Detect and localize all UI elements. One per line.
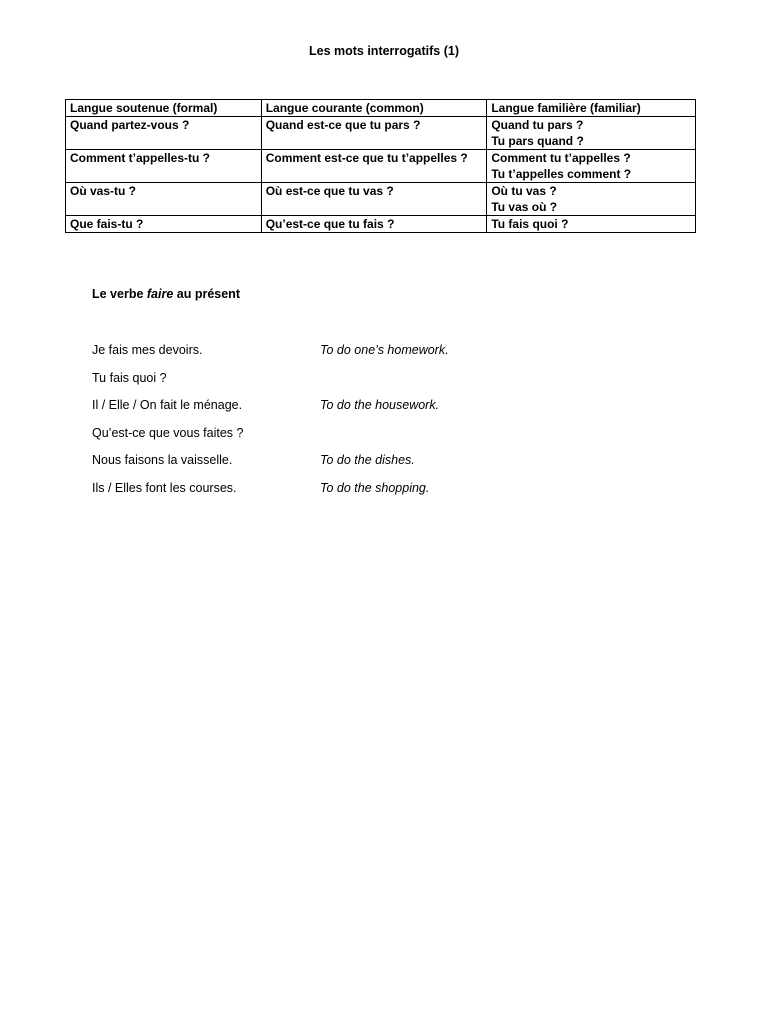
verb-sentence-french: Il / Elle / On fait le ménage. — [92, 398, 243, 412]
verb-translation-english: To do the dishes. — [320, 453, 415, 467]
cell-formal: Comment t’appelles-tu ? — [66, 150, 262, 183]
verb-sentence-french: Tu fais quoi ? — [92, 371, 167, 385]
cell-common: Qu’est-ce que tu fais ? — [261, 216, 487, 233]
table-row — [66, 150, 696, 183]
page-title: Les mots interrogatifs (1) — [308, 44, 460, 58]
heading-prefix: Le verbe — [92, 287, 147, 301]
table-row — [66, 117, 696, 150]
verb-sentence-french: Nous faisons la vaisselle. — [92, 453, 233, 467]
table-row — [66, 183, 696, 216]
familiar-line: Quand tu pars ? — [491, 118, 584, 132]
familiar-line: Tu fais quoi ? — [491, 217, 569, 231]
header-familiar: Langue familière (familiar) — [487, 100, 696, 117]
familiar-line: Où tu vas ? — [491, 184, 557, 198]
table-header-row — [66, 100, 696, 117]
cell-common: Où est-ce que tu vas ? — [261, 183, 487, 216]
cell-formal: Quand partez-vous ? — [66, 117, 262, 150]
cell-formal: Où vas-tu ? — [66, 183, 262, 216]
familiar-line: Tu t’appelles comment ? — [491, 167, 632, 181]
verb-translation-english: To do one’s homework. — [320, 343, 449, 357]
table-row — [66, 216, 696, 233]
cell-common: Quand est-ce que tu pars ? — [261, 117, 487, 150]
familiar-line: Tu pars quand ? — [491, 134, 584, 148]
cell-familiar — [487, 183, 696, 216]
cell-formal: Que fais-tu ? — [66, 216, 262, 233]
cell-familiar — [487, 117, 696, 150]
verb-sentence-french: Je fais mes devoirs. — [92, 343, 203, 357]
header-formal: Langue soutenue (formal) — [66, 100, 262, 117]
cell-common: Comment est-ce que tu t’appelles ? — [261, 150, 487, 183]
cell-familiar — [487, 150, 696, 183]
verb-sentence-french: Ils / Elles font les courses. — [92, 481, 237, 495]
cell-familiar — [487, 216, 696, 233]
verb-translation-english: To do the housework. — [320, 398, 440, 412]
verb-sentence-french: Qu’est-ce que vous faites ? — [92, 426, 244, 440]
verb-translation-english: To do the shopping. — [320, 481, 430, 495]
familiar-line: Tu vas où ? — [491, 200, 558, 214]
header-common: Langue courante (common) — [261, 100, 487, 117]
heading-verb: faire — [146, 287, 174, 301]
section-heading — [92, 287, 240, 301]
familiar-line: Comment tu t’appelles ? — [491, 151, 631, 165]
interrogative-table — [65, 99, 696, 233]
heading-suffix: au présent — [173, 287, 240, 301]
